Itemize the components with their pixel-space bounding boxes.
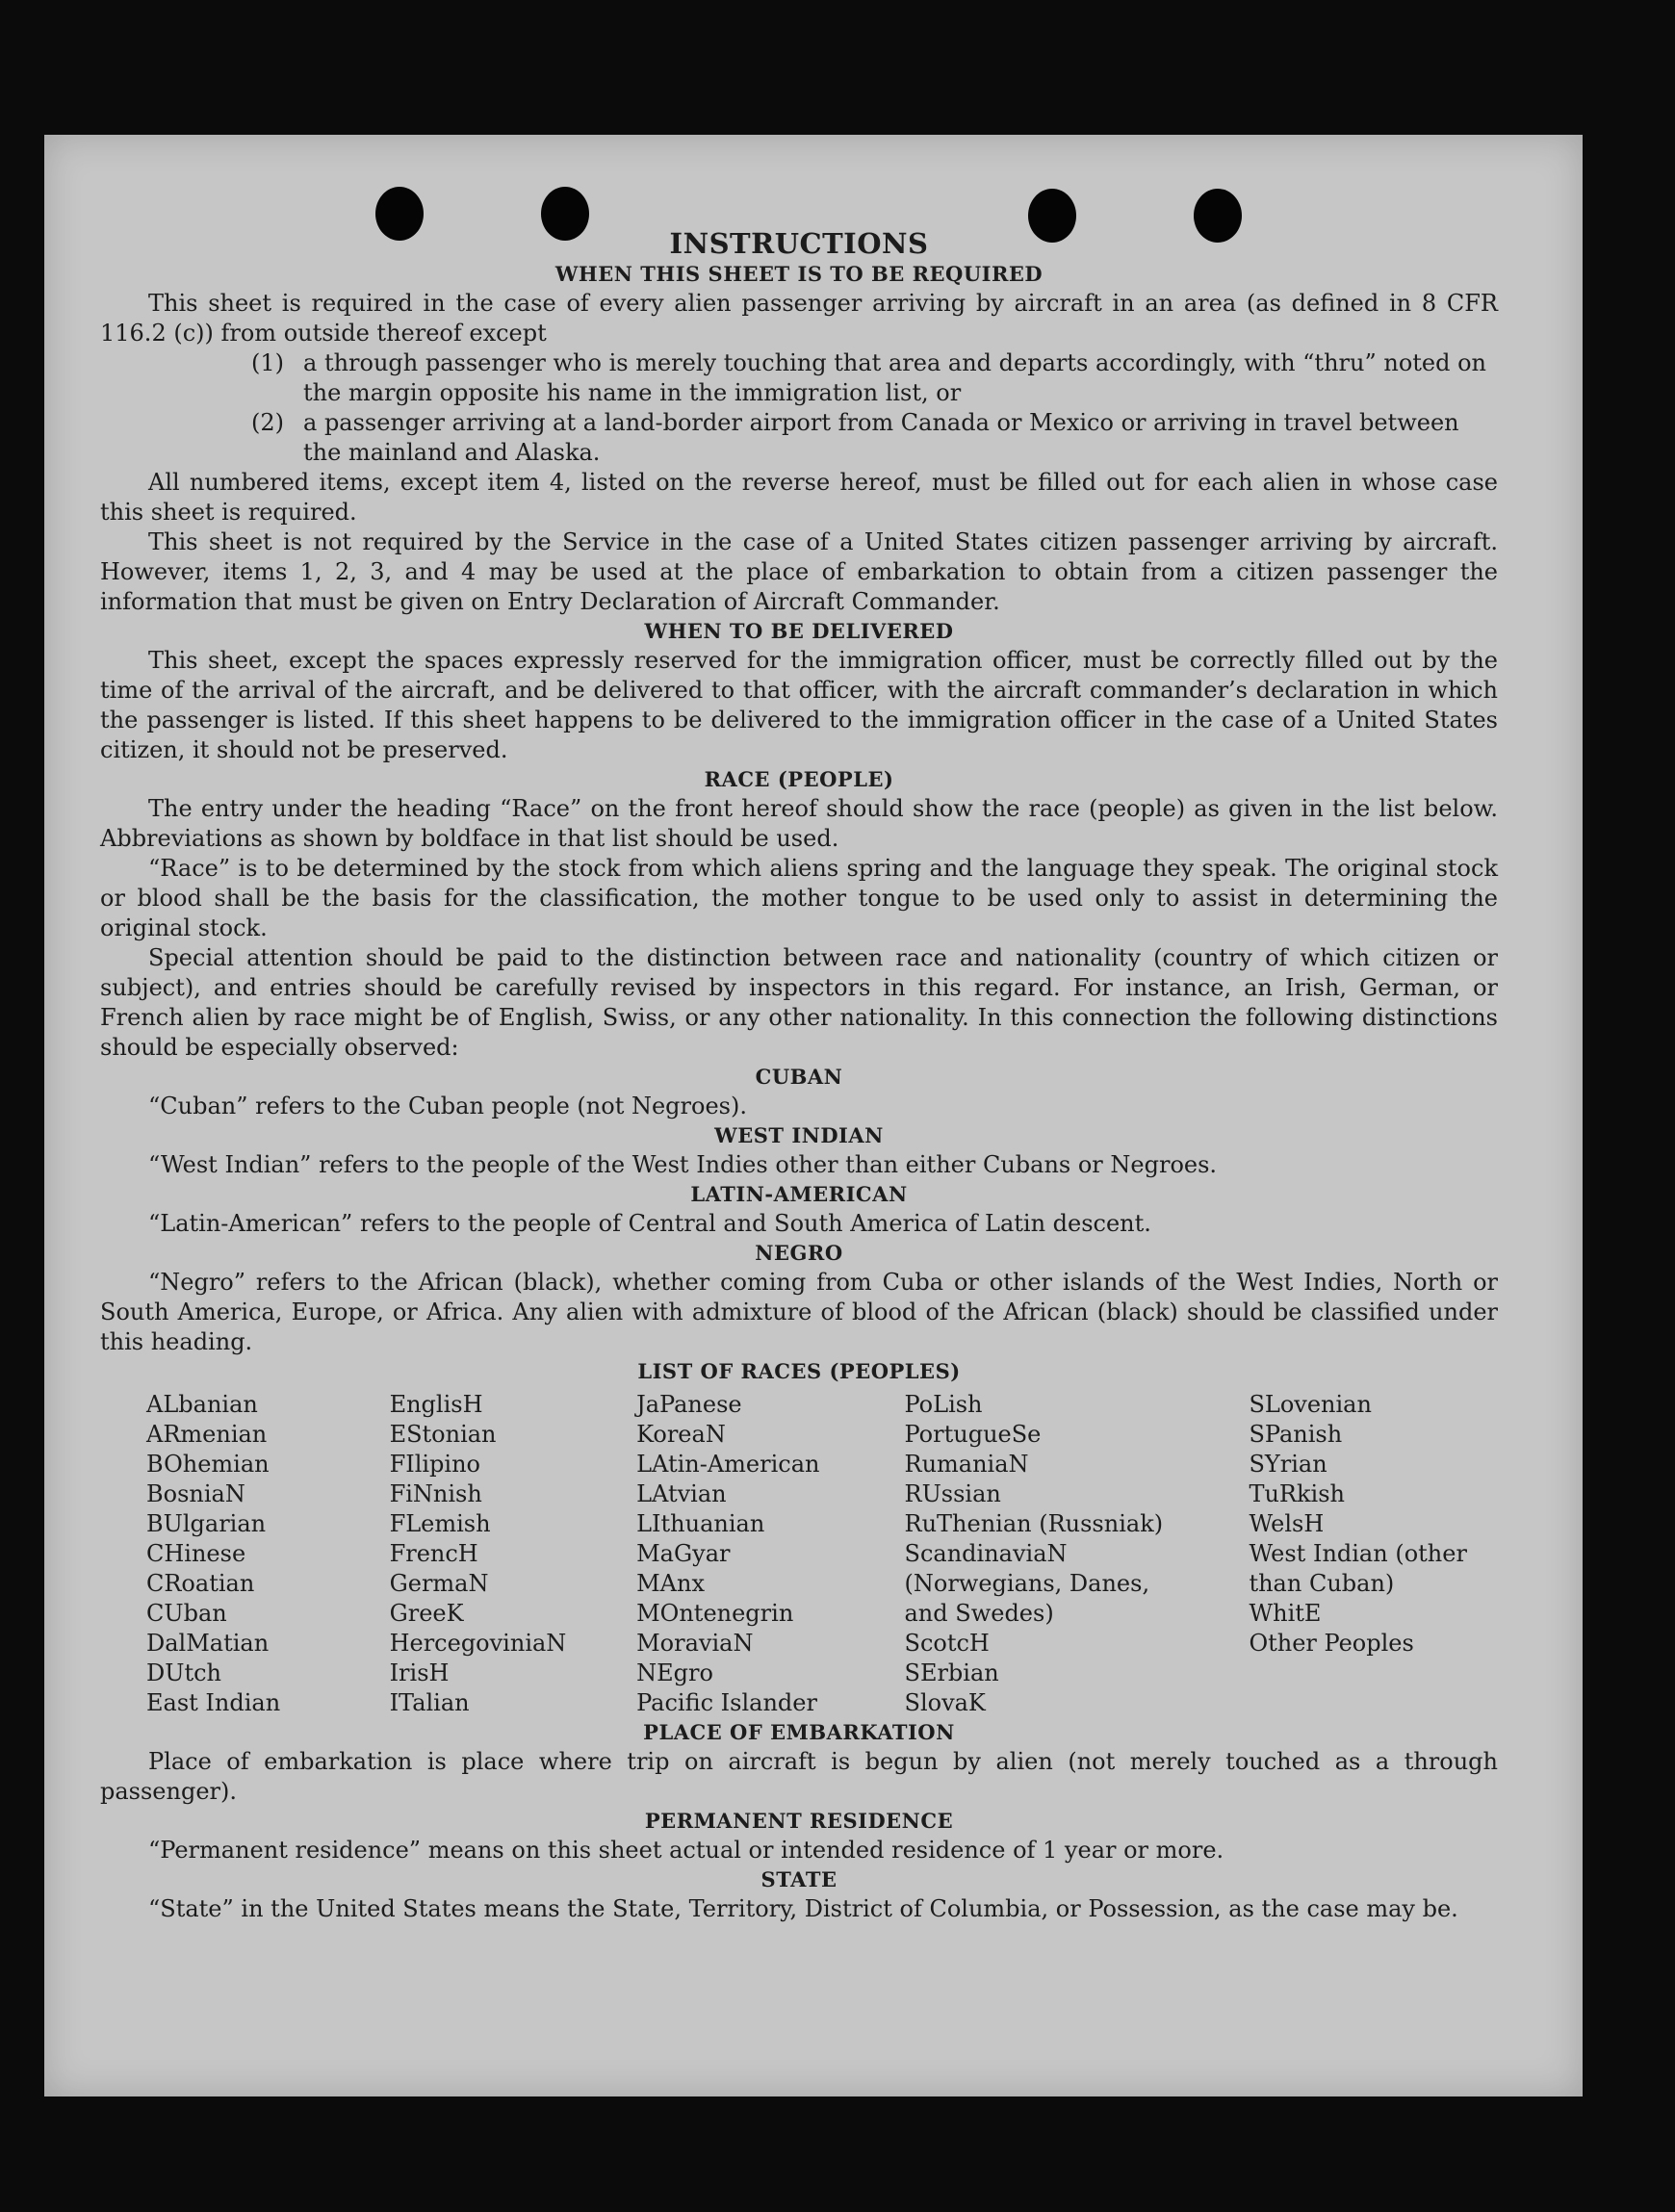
race-item: DUtch (146, 1659, 222, 1686)
race-item: GermaN (389, 1570, 489, 1597)
race-item: GreeK (389, 1600, 464, 1627)
race-item: ITalian (389, 1689, 470, 1716)
paragraph: This sheet is required in the case of every alien passenger arriving by aircraft in an area (as defined in 8 CFR 116.2 (c)) from outside thereof except (100, 290, 1498, 347)
section-heading-race: RACE (PEOPLE) (704, 767, 894, 791)
race-item: FLemish (389, 1510, 491, 1537)
races-column-4 (905, 1390, 1250, 1718)
paragraph: The entry under the heading “Race” on the front hereof should show the race (people) as given in the list below. Abbreviations as shown by boldface in that list should be used. (100, 795, 1498, 852)
exception-item: (2) a passenger arriving at a land-border airport from Canada or Mexico or arriving in travel between the mainland and Alaska. (251, 409, 1459, 466)
paragraph: “State” in the United States means the State, Territory, District of Columbia, or Possession, as the case may be. (148, 1895, 1458, 1922)
paragraph: Special attention should be paid to the distinction between race and nationality (country of which citizen or subject), and entries should be carefully revised by inspectors in this regard. For instance, an Irish, German, or French alien by race might be of English, Swiss, or any other nationality. In this connection the following distinctions should be especially observed: (100, 944, 1498, 1061)
race-item: ScandinaviaN (Norwegians, Danes, and Swedes) (904, 1540, 1150, 1627)
race-item: RuThenian (Russniak) (904, 1510, 1164, 1537)
race-item: ALbanian (146, 1391, 258, 1418)
races-column-3 (636, 1390, 904, 1718)
race-item: WhitE (1249, 1600, 1322, 1627)
race-item: ARmenian (146, 1421, 268, 1448)
race-item: MAnx (636, 1570, 705, 1597)
page-title: INSTRUCTIONS (669, 227, 929, 260)
paragraph: “Cuban” refers to the Cuban people (not Negroes). (148, 1093, 747, 1119)
race-item: JaPanese (636, 1391, 742, 1418)
section-heading-delivered: WHEN TO BE DELIVERED (644, 619, 954, 643)
races-list (100, 1390, 1498, 1718)
race-item: CRoatian (146, 1570, 255, 1597)
paragraph: This sheet is not required by the Service in the case of a United States citizen passenger arriving by aircraft. However, items 1, 2, 3, and 4 may be used at the place of embarkation to obtain from a citizen passenger the information that must be given on Entry Declaration of Aircraft Commander. (100, 528, 1498, 615)
race-item: ScotcH (904, 1630, 990, 1657)
race-item: EnglisH (389, 1391, 483, 1418)
race-item: NEgro (636, 1659, 713, 1686)
race-item: CHinese (146, 1540, 246, 1567)
race-item: BOhemian (146, 1451, 270, 1478)
section-heading-list-of-races: LIST OF RACES (PEOPLES) (637, 1359, 961, 1383)
paragraph: “Latin-American” refers to the people of Central and South America of Latin descent. (148, 1210, 1151, 1237)
race-item: TuRkish (1249, 1480, 1345, 1507)
race-item: SPanish (1249, 1421, 1343, 1448)
race-item: BUlgarian (146, 1510, 267, 1537)
section-heading-negro: NEGRO (755, 1241, 843, 1265)
race-item: West Indian (other than Cuban) (1249, 1540, 1467, 1597)
race-item: Other Peoples (1249, 1630, 1414, 1657)
section-heading-residence: PERMANENT RESIDENCE (644, 1809, 954, 1833)
race-item: WelsH (1249, 1510, 1325, 1537)
section-heading-latin-american: LATIN-AMERICAN (690, 1182, 908, 1206)
race-item: MOntenegrin (636, 1600, 794, 1627)
race-item: FIlipino (389, 1451, 480, 1478)
section-heading-state: STATE (760, 1867, 838, 1891)
section-heading-west-indian: WEST INDIAN (714, 1123, 884, 1147)
races-column-1 (100, 1390, 390, 1718)
race-item: DalMatian (146, 1630, 270, 1657)
section-heading-cuban: CUBAN (755, 1065, 843, 1089)
race-item: East Indian (146, 1689, 281, 1716)
race-item: MoraviaN (636, 1630, 754, 1657)
paragraph: This sheet, except the spaces expressly reserved for the immigration officer, must be correctly filled out by the time of the arrival of the aircraft, and be delivered to that officer, with the aircraft commander’s declaration in which the passenger is listed. If this sheet happens to be delivered to the immigration officer in the case of a United States citizen, it should not be preserved. (100, 647, 1498, 763)
race-item: KoreaN (636, 1421, 726, 1448)
paragraph: “Race” is to be determined by the stock from which aliens spring and the language they speak. The original stock or blood shall be the basis for the classification, the mother tongue to be used only to assist in determining the original stock. (100, 855, 1498, 941)
race-item: LAtin-American (636, 1451, 820, 1478)
section-heading-embarkation: PLACE OF EMBARKATION (643, 1720, 955, 1744)
race-item: MaGyar (636, 1540, 731, 1567)
race-item: IrisH (389, 1659, 450, 1686)
race-item: BosniaN (146, 1480, 245, 1507)
race-item: RumaniaN (904, 1451, 1029, 1478)
race-item: RUssian (904, 1480, 1001, 1507)
race-item: PoLish (904, 1391, 983, 1418)
race-item: SYrian (1249, 1451, 1327, 1478)
paragraph: Place of embarkation is place where trip on aircraft is begun by alien (not merely touched as a through passenger). (100, 1748, 1498, 1805)
instructions-content (100, 227, 1498, 1924)
race-item: FiNnish (389, 1480, 482, 1507)
paragraph: “West Indian” refers to the people of the West Indies other than either Cubans or Negroes. (148, 1151, 1218, 1178)
exception-item: (1) a through passenger who is merely touching that area and departs accordingly, with “thru” noted on the margin opposite his name in the immigration list, or (251, 349, 1487, 406)
race-item: SlovaK (904, 1689, 986, 1716)
race-item: Pacific Islander (636, 1689, 817, 1716)
race-item: EStonian (389, 1421, 497, 1448)
race-item: SLovenian (1249, 1391, 1372, 1418)
race-item: PortugueSe (904, 1421, 1042, 1448)
race-item: SErbian (904, 1659, 999, 1686)
section-heading-required: WHEN THIS SHEET IS TO BE REQUIRED (554, 262, 1044, 286)
races-column-5 (1249, 1390, 1498, 1718)
paragraph: “Negro” refers to the African (black), whether coming from Cuba or other islands of the West Indies, North or South America, Europe, or Africa. Any alien with admixture of blood of the African (black) should be classified under this heading. (100, 1269, 1498, 1355)
races-column-2 (390, 1390, 637, 1718)
paragraph: All numbered items, except item 4, listed on the reverse hereof, must be filled out for each alien in whose case this sheet is required. (100, 469, 1498, 526)
exception-list (100, 348, 1498, 468)
race-item: LAtvian (636, 1480, 727, 1507)
race-item: LIthuanian (636, 1510, 765, 1537)
race-item: FrencH (389, 1540, 478, 1567)
race-item: CUban (146, 1600, 227, 1627)
paragraph: “Permanent residence” means on this sheet actual or intended residence of 1 year or more. (148, 1837, 1224, 1864)
race-item: HercegoviniaN (389, 1630, 567, 1657)
